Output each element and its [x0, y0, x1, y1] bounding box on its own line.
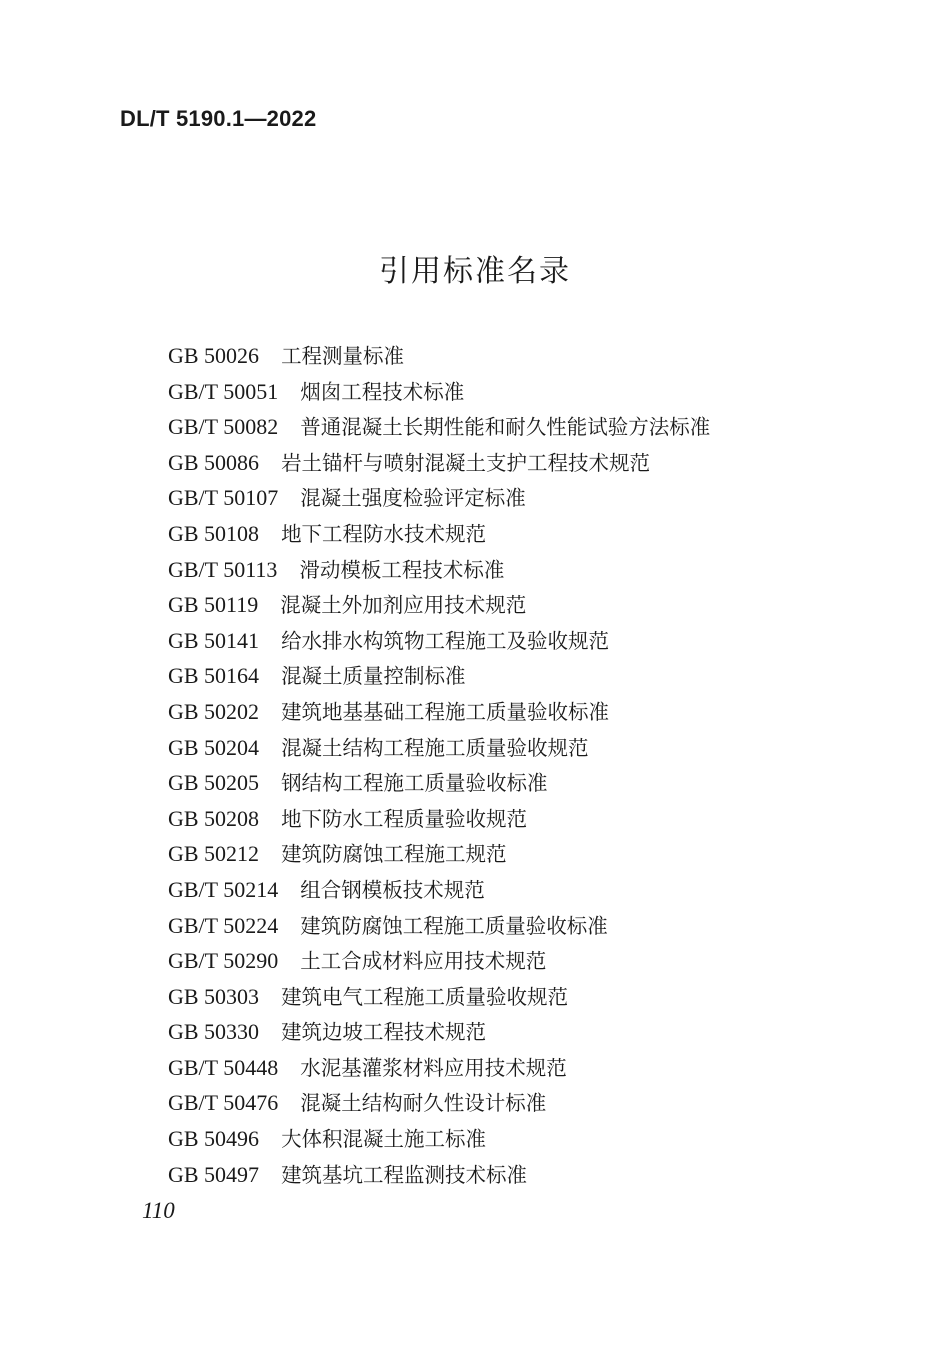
standard-entry [168, 730, 710, 766]
standard-code: GB 50497 [168, 1161, 260, 1187]
running-header-doc-code: DL/T 5190.1—2022 [120, 106, 317, 131]
standards-list [168, 338, 710, 1192]
standard-name: 混凝土结构耐久性设计标准 [300, 1091, 547, 1116]
standard-code: GB/T 50214 [168, 876, 279, 902]
standard-code: GB/T 50113 [168, 556, 278, 582]
standard-name: 普通混凝土长期性能和耐久性能试验方法标准 [300, 415, 711, 440]
standard-entry [168, 943, 710, 979]
standard-entry [168, 623, 710, 659]
standard-name: 钢结构工程施工质量验收标准 [281, 771, 548, 796]
standard-entry [168, 765, 710, 801]
standard-name: 大体积混凝土施工标准 [281, 1127, 487, 1152]
standard-name: 建筑地基基础工程施工质量验收标准 [281, 699, 610, 724]
standard-code: GB/T 50107 [168, 485, 279, 511]
standard-code: GB/T 50051 [168, 378, 279, 404]
standard-code: GB 50303 [168, 983, 260, 1009]
standard-code: GB 50496 [168, 1126, 260, 1152]
standard-entry [168, 1157, 710, 1193]
standard-name: 建筑防腐蚀工程施工规范 [281, 842, 507, 867]
standard-name: 地下防水工程质量验收规范 [281, 806, 528, 831]
standard-entry [168, 374, 710, 410]
standard-entry [168, 979, 710, 1015]
standard-code: GB 50141 [168, 627, 260, 653]
standard-name: 混凝土结构工程施工质量验收规范 [281, 735, 589, 760]
standard-name: 烟囱工程技术标准 [300, 379, 465, 404]
standard-entry [168, 694, 710, 730]
standard-code: GB/T 50290 [168, 948, 279, 974]
standard-name: 滑动模板工程技术标准 [299, 557, 505, 582]
standard-entry [168, 658, 710, 694]
standard-entry [168, 587, 710, 623]
standard-entry [168, 801, 710, 837]
standard-entry [168, 1014, 710, 1050]
standard-code: GB 50212 [168, 841, 260, 867]
standard-code: GB 50108 [168, 520, 260, 546]
standard-name: 建筑边坡工程技术规范 [281, 1020, 487, 1045]
standard-code: GB/T 50082 [168, 414, 279, 440]
standard-entry [168, 516, 710, 552]
standard-entry [168, 1050, 710, 1086]
page-title: 引用标准名录 [379, 254, 571, 289]
standard-entry [168, 338, 710, 374]
standard-name: 混凝土外加剂应用技术规范 [280, 593, 527, 618]
standard-code: GB/T 50224 [168, 912, 279, 938]
standard-entry [168, 1121, 710, 1157]
standard-name: 水泥基灌浆材料应用技术规范 [300, 1055, 567, 1080]
standard-entry [168, 552, 710, 588]
standard-name: 土工合成材料应用技术规范 [300, 949, 547, 974]
standard-entry [168, 480, 710, 516]
standard-name: 建筑基坑工程监测技术标准 [281, 1162, 528, 1187]
standard-code: GB 50026 [168, 343, 260, 368]
standard-name: 地下工程防水技术规范 [281, 521, 487, 546]
standard-code: GB 50164 [168, 663, 260, 689]
standard-entry [168, 872, 710, 908]
standard-entry [168, 445, 710, 481]
standard-name: 建筑电气工程施工质量验收规范 [281, 984, 569, 1009]
standard-code: GB 50205 [168, 770, 260, 796]
standard-entry [168, 1085, 710, 1121]
standard-name: 混凝土强度检验评定标准 [300, 486, 526, 511]
standard-entry [168, 409, 710, 445]
standard-name: 给水排水构筑物工程施工及验收规范 [281, 628, 610, 653]
standard-name: 组合钢模板技术规范 [300, 877, 485, 902]
standard-code: GB/T 50476 [168, 1090, 279, 1116]
standard-code: GB 50202 [168, 698, 260, 724]
standard-name: 建筑防腐蚀工程施工质量验收标准 [300, 913, 608, 938]
standard-code: GB 50204 [168, 734, 260, 760]
standard-name: 工程测量标准 [281, 344, 405, 368]
page-number: 110 [142, 1198, 175, 1223]
standard-code: GB 50086 [168, 449, 260, 475]
standard-entry [168, 836, 710, 872]
standard-entry [168, 908, 710, 944]
standard-code: GB/T 50448 [168, 1054, 279, 1080]
standard-code: GB 50208 [168, 805, 260, 831]
standard-code: GB 50330 [168, 1019, 260, 1045]
standard-name: 岩土锚杆与喷射混凝土支护工程技术规范 [281, 450, 651, 475]
standard-code: GB 50119 [168, 592, 259, 618]
standard-name: 混凝土质量控制标准 [281, 664, 466, 689]
